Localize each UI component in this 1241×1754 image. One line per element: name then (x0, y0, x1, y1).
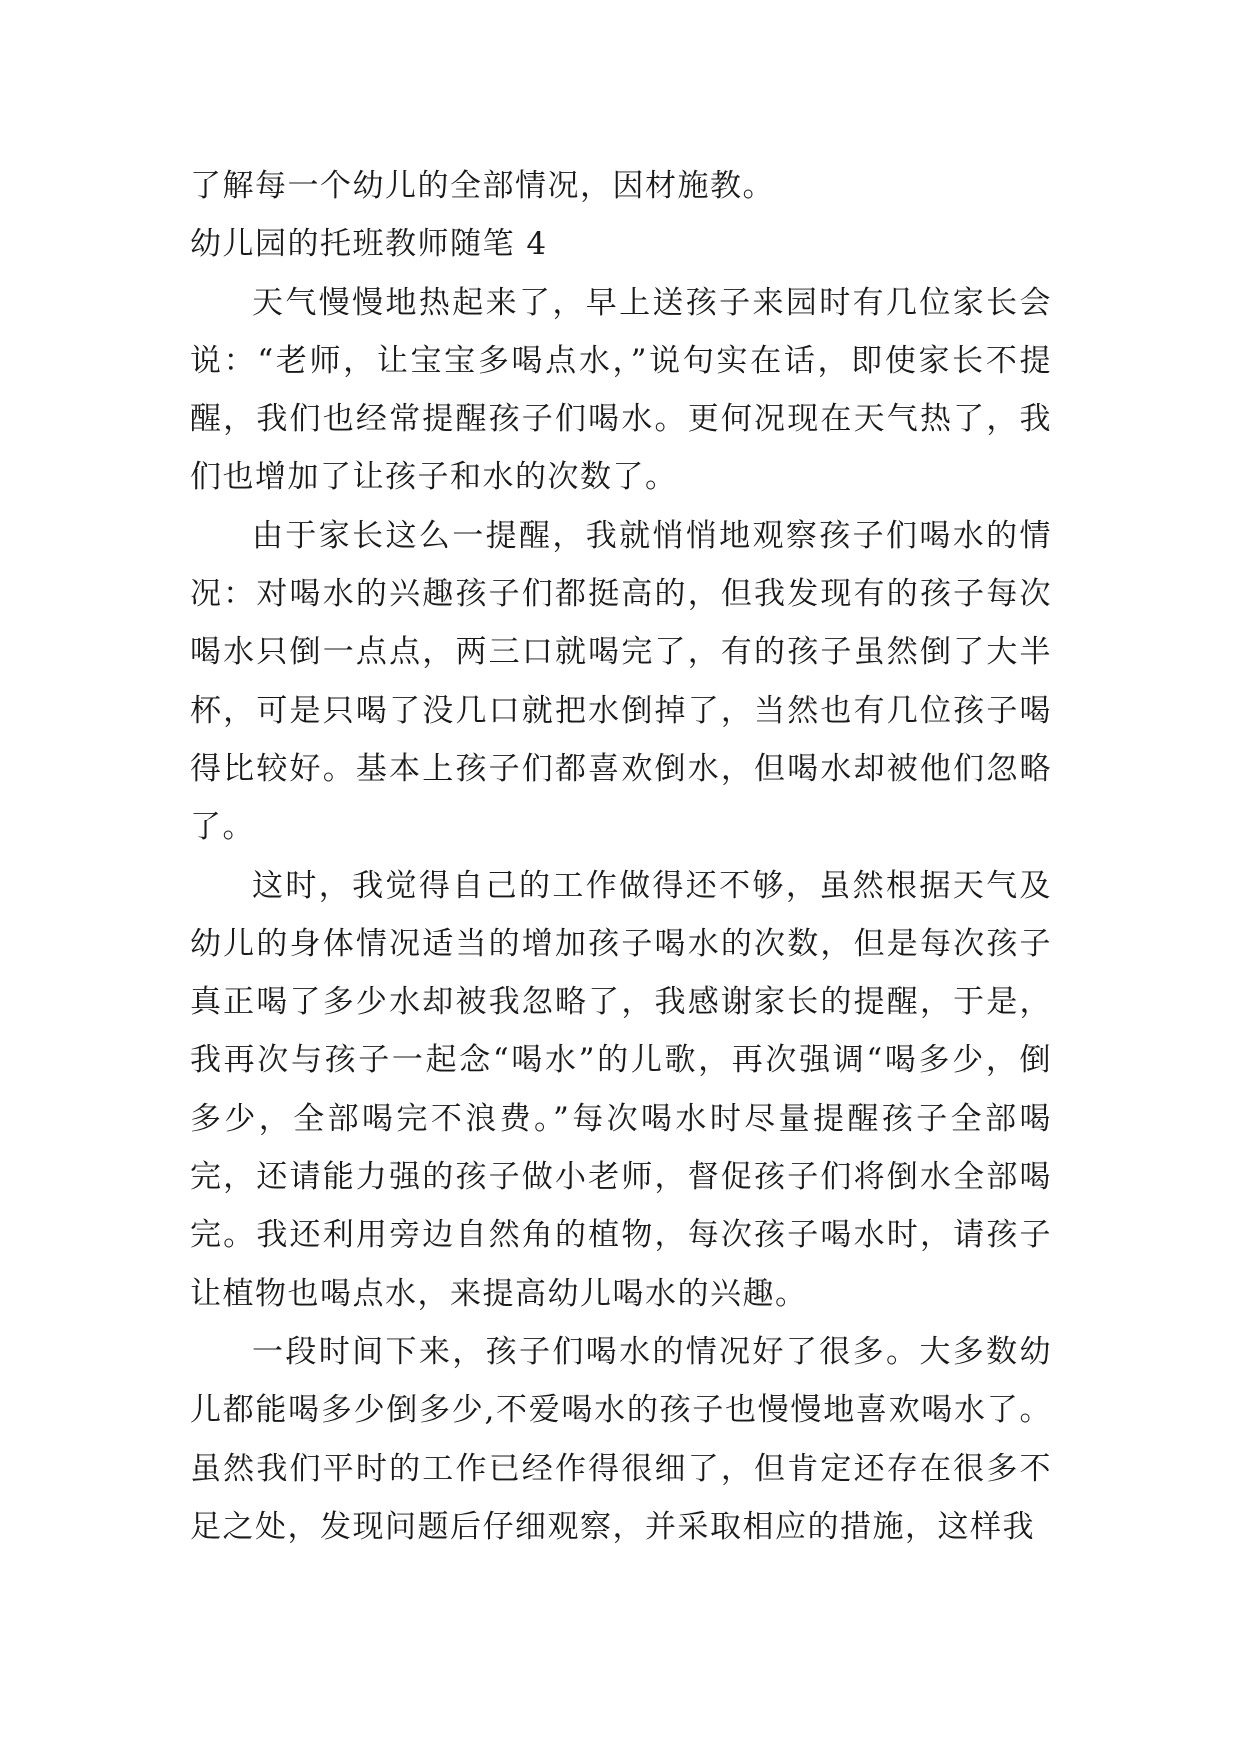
lead-line: 了解每一个幼儿的全部情况，因材施教。 (190, 168, 775, 204)
paragraph-4: 一段时间下来，孩子们喝水的情况好了很多。大多数幼儿都能喝多少倒多少,不爱喝水的孩子也慢慢地喜欢喝水了。虽然我们平时的工作已经作得很细了，但肯定还存在很多不足之处，发现问题后仔细观察，并采取相应的措施，这样我 (190, 1333, 1052, 1545)
paragraph-2: 由于家长这么一提醒，我就悄悄地观察孩子们喝水的情况：对喝水的兴趣孩子们都挺高的，但我发现有的孩子每次喝水只倒一点点，两三口就喝完了，有的孩子虽然倒了大半杯，可是只喝了没几口就把水倒掉了，当然也有几位孩子喝得比较好。基本上孩子们都喜欢倒水，但喝水却被他们忽略了。 (190, 517, 1052, 846)
paragraph-3: 这时，我觉得自己的工作做得还不够，虽然根据天气及幼儿的身体情况适当的增加孩子喝水的次数，但是每次孩子真正喝了多少水却被我忽略了，我感谢家长的提醒，于是，我再次与孩子一起念“喝水”的儿歌，再次强调“喝多少，倒多少，全部喝完不浪费。”每次喝水时尽量提醒孩子全部喝完，还请能力强的孩子做小老师，督促孩子们将倒水全部喝完。我还利用旁边自然角的植物，每次孩子喝水时，请孩子让植物也喝点水，来提高幼儿喝水的兴趣。 (190, 867, 1052, 1312)
document-body (190, 157, 1052, 1556)
paragraph-1: 天气慢慢地热起来了，早上送孩子来园时有几位家长会说：“老师，让宝宝多喝点水，”说句实在话，即使家长不提醒，我们也经常提醒孩子们喝水。更何况现在天气热了，我们也增加了让孩子和水的次数了。 (190, 284, 1052, 496)
section-heading: 幼儿园的托班教师随笔 4 (190, 226, 548, 263)
